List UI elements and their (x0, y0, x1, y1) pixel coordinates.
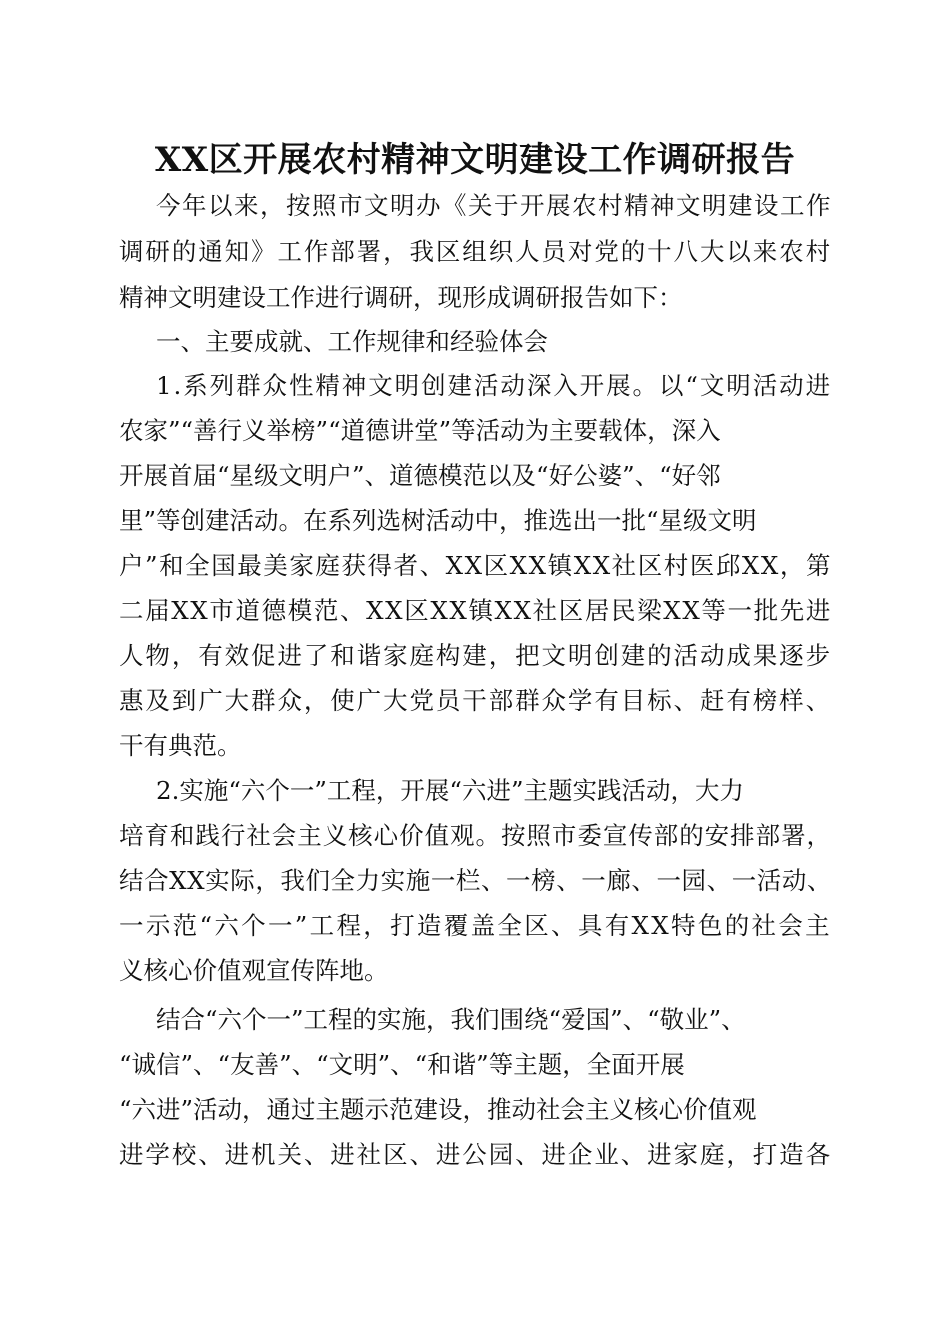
paragraph-line: 惠及到广大群众，使广大党员干部群众学有目标、赶有榜样、 (119, 686, 832, 715)
paragraph-line: 干有典范。 (119, 731, 242, 760)
paragraph-line: 今年以来，按照市文明办《关于开展农村精神文明建设工作 (156, 191, 832, 220)
paragraph-line: 结合“六个一”工程的实施，我们围绕“爱国”、“敬业”、 (156, 1005, 746, 1034)
paragraph-line: 培育和践行社会主义核心价值观。按照市委宣传部的安排部署， (119, 821, 832, 850)
paragraph-line: 进学校、进机关、进社区、进公园、进企业、进家庭，打造各 (119, 1140, 832, 1169)
paragraph-line: 精神文明建设工作进行调研，现形成调研报告如下： (119, 283, 683, 312)
paragraph-line: “六进”活动，通过主题示范建设，推动社会主义核心价值观 (119, 1095, 757, 1124)
paragraph-line: 二届XX市道德模范、XX区XX镇XX社区居民梁XX等一批先进 (119, 596, 832, 625)
paragraph-line: 农家”“善行义举榜”“道德讲堂”等活动为主要载体，深入 (119, 416, 721, 445)
section-heading: 一、主要成就、工作规律和经验体会 (156, 327, 548, 356)
paragraph-line: 开展首届“星级文明户”、道德模范以及“好公婆”、“好邻 (119, 461, 721, 490)
paragraph-line: 结合XX实际，我们全力实施一栏、一榜、一廊、一园、一活动、 (119, 866, 832, 895)
paragraph-line: 2.实施“六个一”工程，开展“六进”主题实践活动，大力 (156, 776, 744, 805)
document-title: XX区开展农村精神文明建设工作调研报告 (154, 140, 796, 180)
paragraph-line: 一示范“六个一”工程，打造覆盖全区、具有XX特色的社会主 (119, 911, 832, 940)
paragraph-line: 户”和全国最美家庭获得者、XX区XX镇XX社区村医邱XX，第 (119, 551, 832, 580)
paragraph-line: 义核心价值观宣传阵地。 (119, 956, 389, 985)
paragraph-line: 里”等创建活动。在系列选树活动中，推选出一批“星级文明 (119, 506, 757, 535)
paragraph-line: 人物，有效促进了和谐家庭构建，把文明创建的活动成果逐步 (119, 641, 832, 670)
paragraph-line: 调研的通知》工作部署，我区组织人员对党的十八大以来农村 (119, 237, 832, 266)
paragraph-line: “诚信”、“友善”、“文明”、“和谐”等主题，全面开展 (119, 1050, 685, 1079)
paragraph-line: 1.系列群众性精神文明创建活动深入开展。以“文明活动进 (156, 371, 832, 400)
